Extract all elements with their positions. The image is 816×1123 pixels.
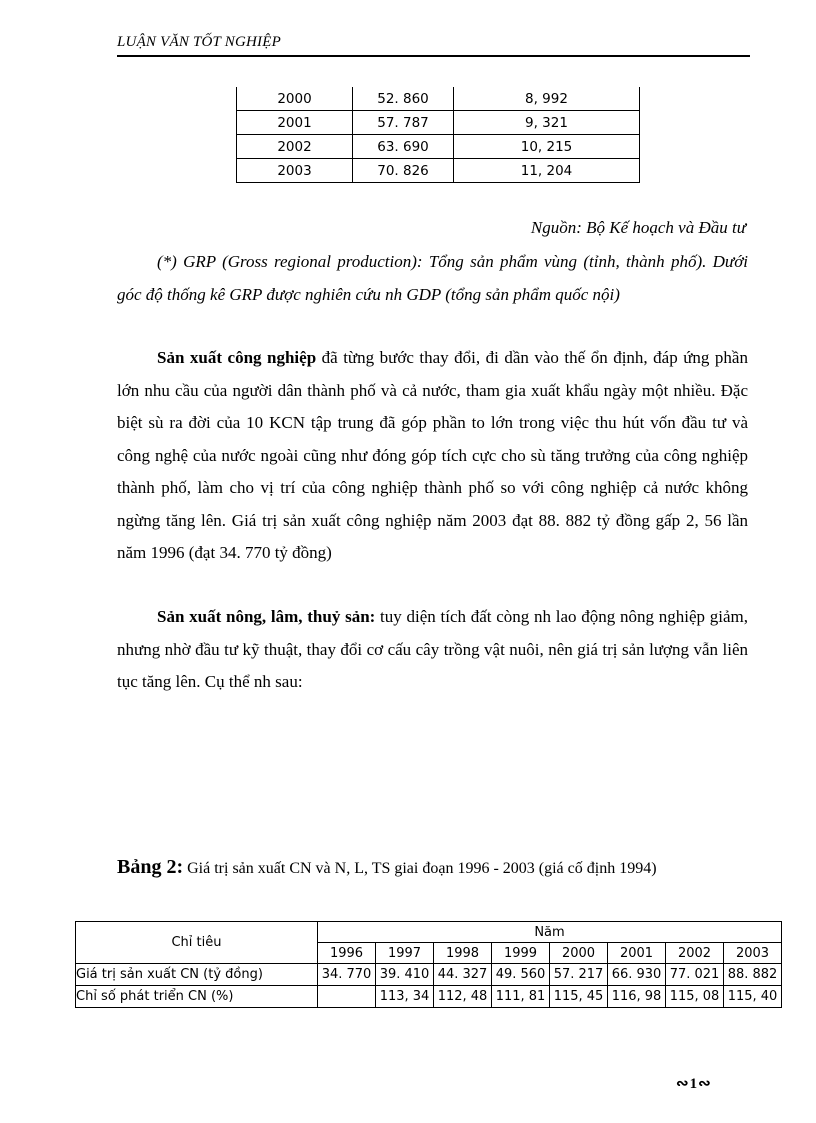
table-industrial-output — [75, 921, 782, 1008]
table-cell: 88. 882 — [724, 964, 782, 986]
table-cell: 44. 327 — [434, 964, 492, 986]
table2-col-header: Chỉ tiêu — [76, 922, 318, 964]
table-cell: 57. 787 — [353, 111, 454, 135]
table-cell: 115, 40 — [724, 986, 782, 1008]
year-header: 1997 — [376, 943, 434, 964]
table-cell: 9, 321 — [454, 111, 640, 135]
table-row — [237, 135, 640, 159]
table-cell: 10, 215 — [454, 135, 640, 159]
paragraph-agriculture-text: tuy diện tích đất còng nh lao động nông nghiệp giảm, nhưng nhờ đầu tư kỹ thuật, thay đổi cơ cấu cây trồng vật nuôi, nên giá trị sản lượng vẫn liên tục tăng lên. Cụ thể nh sau: — [117, 607, 748, 691]
year-header: 1996 — [318, 943, 376, 964]
year-header: 2001 — [608, 943, 666, 964]
table-row — [237, 159, 640, 183]
table-cell: 49. 560 — [492, 964, 550, 986]
footnote-grp: (*) GRP (Gross regional production): Tổng sản phẩm vùng (tỉnh, thành phố). Dưới góc độ thống kê GRP được nghiên cứu nh GDP (tổng sản phẩm quốc nội) — [117, 252, 748, 304]
year-header: 2002 — [666, 943, 724, 964]
table-row — [237, 87, 640, 111]
table-row — [237, 111, 640, 135]
table-cell: 116, 98 — [608, 986, 666, 1008]
table-cell: 115, 08 — [666, 986, 724, 1008]
table-row — [76, 986, 782, 1008]
table-cell: 2000 — [237, 87, 353, 111]
table-cell: 113, 34 — [376, 986, 434, 1008]
paragraph-agriculture-lead: Sản xuất nông, lâm, thuỷ sản: — [157, 607, 376, 626]
paragraph-industry — [117, 342, 748, 570]
table-cell: 2001 — [237, 111, 353, 135]
paragraph-agriculture — [117, 601, 748, 699]
source-note: Nguồn: Bộ Kế hoạch và Đầu tư — [530, 218, 746, 237]
paragraph-industry-lead: Sản xuất công nghiệp — [157, 348, 317, 367]
table-cell: 70. 826 — [353, 159, 454, 183]
table-cell: 11, 204 — [454, 159, 640, 183]
table-cell: 111, 81 — [492, 986, 550, 1008]
table-gdp-continued — [236, 87, 640, 183]
table2-caption: Bảng 2: Giá trị sản xuất CN và N, L, TS giai đoạn 1996 - 2003 (giá cố định 1994) — [117, 856, 657, 878]
table-cell: 2003 — [237, 159, 353, 183]
table-cell: 2002 — [237, 135, 353, 159]
table-cell: 66. 930 — [608, 964, 666, 986]
paragraph-industry-text: đã từng bước thay đổi, đi dần vào thế ổn định, đáp ứng phần lớn nhu cầu của người dân thành phố và cả nước, tham gia xuất khẩu ngày một nhiều. Đặc biệt sù ra đời của 10 KCN tập trung đã góp phần to lớn trong việc thu hút vốn đầu tư và công nghệ của nước ngoài cũng như đóng góp tích cực cho sù tăng trưởng của công nghiệp thành phố, làm cho vị trí của công nghiệp thành phố so với công nghiệp cả nước không ngừng tăng lên. Giá trị sản xuất công nghiệp năm 2003 đạt 88. 882 tỷ đồng gấp 2, 56 lần năm 1996 (đạt 34. 770 tỷ đồng) — [117, 348, 748, 562]
table2-group-header: Năm — [318, 922, 782, 943]
table-cell: 34. 770 — [318, 964, 376, 986]
table-cell: 77. 021 — [666, 964, 724, 986]
table-cell: 63. 690 — [353, 135, 454, 159]
table-cell: 57. 217 — [550, 964, 608, 986]
page-number: ∾1∾ — [676, 1076, 712, 1092]
table-row — [76, 964, 782, 986]
table-cell — [318, 986, 376, 1008]
header-rule — [117, 55, 750, 57]
running-header-title: LUẬN VĂN TỐT NGHIỆP — [117, 34, 281, 50]
table-cell: 52. 860 — [353, 87, 454, 111]
year-header: 1998 — [434, 943, 492, 964]
table-cell: 115, 45 — [550, 986, 608, 1008]
year-header: 1999 — [492, 943, 550, 964]
table-cell: 39. 410 — [376, 964, 434, 986]
table-cell: 8, 992 — [454, 87, 640, 111]
table-cell: 112, 48 — [434, 986, 492, 1008]
row-label: Giá trị sản xuất CN (tỷ đồng) — [76, 964, 318, 986]
year-header: 2003 — [724, 943, 782, 964]
row-label: Chỉ số phát triển CN (%) — [76, 986, 318, 1008]
year-header: 2000 — [550, 943, 608, 964]
